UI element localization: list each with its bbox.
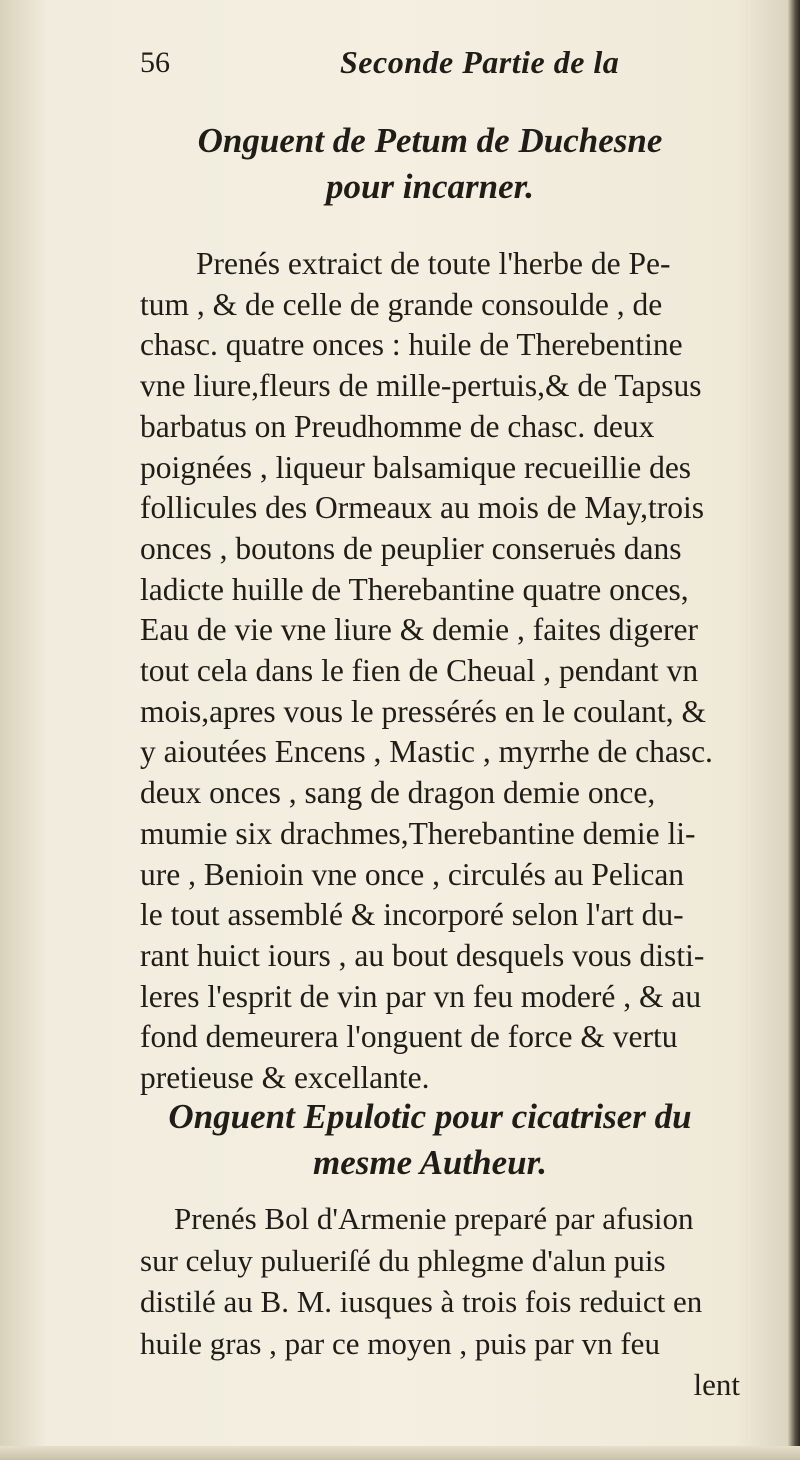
text-line: chasc. quatre onces : huile de Therebentine [140, 327, 683, 363]
heading-line: Onguent Epulotic pour cicatriser du [168, 1097, 692, 1136]
text-line: Prenés Bol d'Armenie preparé par afusion [174, 1201, 694, 1236]
section-heading-2 [100, 1094, 760, 1186]
heading-line: mesme Autheur. [312, 1143, 548, 1182]
heading-line: pour incarner. [325, 167, 535, 206]
text-line: Eau de vie vne liure & demie , faites digerer [140, 612, 699, 648]
section-body-2 [140, 1198, 780, 1406]
text-line: y aioutées Encens , Mastic , myrrhe de chasc. [140, 734, 713, 770]
running-head [140, 44, 740, 94]
page-edge-bottom [0, 1446, 800, 1460]
page-edge-right [788, 0, 800, 1460]
text-line: leres l'esprit de vin par vn feu moderé , & au [140, 978, 702, 1014]
catchword: lent [693, 1367, 740, 1402]
text-line: ure , Benioin vne once , circulés au Pelican [140, 856, 685, 892]
text-line: poignées , liqueur balsamique recueillie des [140, 449, 692, 485]
text-line: tout cela dans le fien de Cheual , pendant vn [140, 653, 699, 689]
text-line: ladicte huille de Therebantine quatre onces, [140, 571, 689, 607]
text-line: mois,apres vous le pressérés en le coulant, & [140, 693, 706, 729]
text-line: pretieuse & excellante. [140, 1060, 430, 1096]
text-line: onces , boutons de peuplier conseruės dans [140, 530, 682, 566]
text-line: tum , & de celle de grande consoulde , de [140, 286, 663, 322]
text-line: mumie six drachmes,Therebantine demie li- [140, 815, 696, 851]
text-line: rant huict iours , au bout desquels vous disti- [140, 937, 705, 973]
text-line: le tout assemblé & incorporé selon l'art du- [140, 897, 684, 933]
heading-line: Onguent de Petum de Duchesne [197, 121, 663, 160]
running-title: Seconde Partie de la [340, 44, 620, 80]
text-line: deux onces , sang de dragon demie once, [140, 775, 656, 811]
text-line: huile gras , par ce moyen , puis par vn feu [140, 1325, 660, 1361]
text-line: barbatus on Preudhomme de chasc. deux [140, 408, 655, 444]
text-line: Prenés extraict de toute l'herbe de Pe- [196, 246, 671, 281]
text-line: follicules des Ormeaux au mois de May,trois [140, 490, 704, 526]
page-number: 56 [140, 46, 170, 79]
text-line: sur celuy pulueriſé du phlegme d'alun puis [140, 1242, 666, 1278]
section-body-1 [140, 244, 780, 1099]
section-heading-1 [100, 118, 760, 210]
text-line: distilé au B. M. iusques à trois fois reduict en [140, 1284, 703, 1319]
text-line: fond demeurera l'onguent de force & vertu [140, 1019, 678, 1055]
text-line: vne liure,fleurs de mille-pertuis,& de Tapsus [140, 368, 702, 404]
